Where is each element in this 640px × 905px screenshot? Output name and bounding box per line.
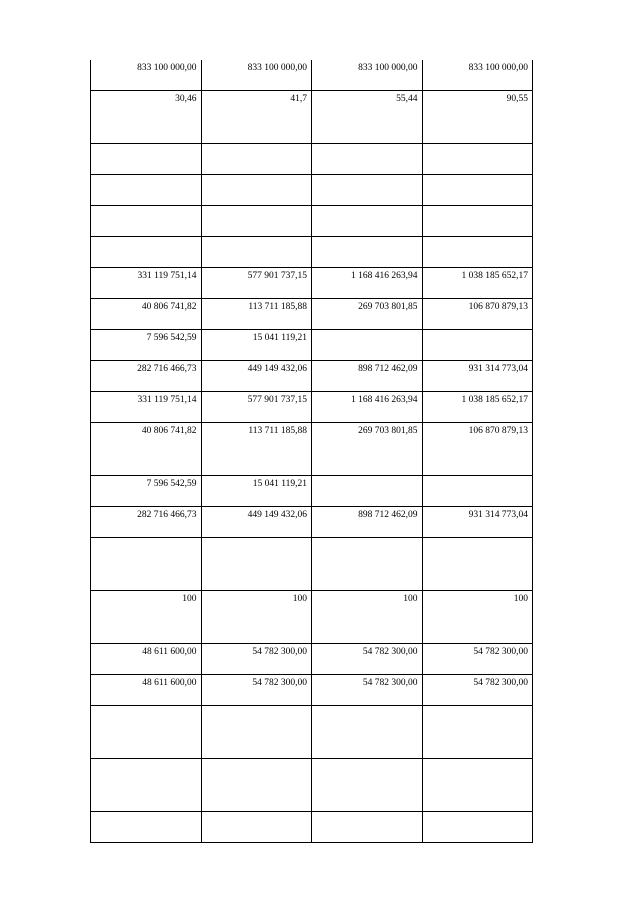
table-row [91, 60, 533, 91]
table-cell [201, 237, 312, 268]
table-cell: 41,7 [201, 91, 312, 144]
table-cell: 54 782 300,00 [312, 644, 423, 675]
table-cell [312, 812, 423, 843]
table-row [91, 299, 533, 330]
table-cell [201, 175, 312, 206]
table-cell [422, 144, 533, 175]
table-cell [422, 175, 533, 206]
table-cell: 54 782 300,00 [201, 644, 312, 675]
table-cell: 898 712 462,09 [312, 361, 423, 392]
table-cell [91, 706, 202, 759]
table-cell: 15 041 119,21 [201, 476, 312, 507]
table-cell: 100 [312, 591, 423, 644]
table-cell [422, 538, 533, 591]
table-cell: 30,46 [91, 91, 202, 144]
table-cell: 15 041 119,21 [201, 330, 312, 361]
table-cell: 7 596 542,59 [91, 330, 202, 361]
table-row [91, 706, 533, 759]
table-cell: 269 703 801,85 [312, 423, 423, 476]
table-cell: 833 100 000,00 [201, 60, 312, 91]
table-cell [91, 175, 202, 206]
table-cell [422, 476, 533, 507]
table-row [91, 644, 533, 675]
table-cell: 90,55 [422, 91, 533, 144]
table-row [91, 268, 533, 299]
table-cell: 100 [422, 591, 533, 644]
table-row [91, 91, 533, 144]
table-cell: 113 711 185,88 [201, 299, 312, 330]
table-cell [312, 706, 423, 759]
table-cell: 48 611 600,00 [91, 675, 202, 706]
table-row [91, 175, 533, 206]
table-cell [422, 206, 533, 237]
financial-table-container [90, 60, 532, 843]
table-cell: 577 901 737,15 [201, 392, 312, 423]
table-row [91, 361, 533, 392]
table-cell [422, 330, 533, 361]
table-row [91, 812, 533, 843]
table-cell: 449 149 432,06 [201, 361, 312, 392]
table-cell: 282 716 466,73 [91, 361, 202, 392]
table-cell [91, 206, 202, 237]
table-cell: 48 611 600,00 [91, 644, 202, 675]
table-row [91, 476, 533, 507]
table-row [91, 759, 533, 812]
table-cell: 1 168 416 263,94 [312, 392, 423, 423]
table-cell [312, 144, 423, 175]
table-row [91, 423, 533, 476]
table-cell [312, 206, 423, 237]
table-cell [91, 759, 202, 812]
table-cell [422, 812, 533, 843]
table-cell: 331 119 751,14 [91, 392, 202, 423]
table-cell [201, 538, 312, 591]
financial-table [90, 60, 533, 843]
table-row [91, 206, 533, 237]
table-cell [201, 144, 312, 175]
table-cell [91, 812, 202, 843]
table-row [91, 392, 533, 423]
table-cell [201, 706, 312, 759]
table-cell: 331 119 751,14 [91, 268, 202, 299]
table-row [91, 237, 533, 268]
table-row [91, 675, 533, 706]
table-cell: 100 [201, 591, 312, 644]
table-cell: 54 782 300,00 [422, 675, 533, 706]
table-cell: 106 870 879,13 [422, 299, 533, 330]
table-cell: 54 782 300,00 [422, 644, 533, 675]
table-cell: 113 711 185,88 [201, 423, 312, 476]
table-cell: 1 168 416 263,94 [312, 268, 423, 299]
table-cell [312, 330, 423, 361]
table-cell: 54 782 300,00 [201, 675, 312, 706]
table-cell: 833 100 000,00 [312, 60, 423, 91]
table-cell: 931 314 773,04 [422, 361, 533, 392]
table-cell [201, 206, 312, 237]
table-cell: 100 [91, 591, 202, 644]
table-row [91, 538, 533, 591]
table-cell [422, 237, 533, 268]
table-cell [91, 237, 202, 268]
table-row [91, 591, 533, 644]
table-cell: 7 596 542,59 [91, 476, 202, 507]
table-cell: 1 038 185 652,17 [422, 392, 533, 423]
table-cell: 40 806 741,82 [91, 423, 202, 476]
table-cell: 449 149 432,06 [201, 507, 312, 538]
table-row [91, 507, 533, 538]
table-cell: 106 870 879,13 [422, 423, 533, 476]
table-cell [422, 759, 533, 812]
table-row [91, 330, 533, 361]
table-cell [201, 759, 312, 812]
table-cell [312, 237, 423, 268]
table-cell: 40 806 741,82 [91, 299, 202, 330]
table-cell: 931 314 773,04 [422, 507, 533, 538]
table-cell: 833 100 000,00 [422, 60, 533, 91]
table-cell: 833 100 000,00 [91, 60, 202, 91]
financial-table-body [91, 60, 533, 843]
table-row [91, 144, 533, 175]
table-cell: 269 703 801,85 [312, 299, 423, 330]
table-cell [312, 476, 423, 507]
table-cell: 577 901 737,15 [201, 268, 312, 299]
table-cell [422, 706, 533, 759]
table-cell: 55,44 [312, 91, 423, 144]
table-cell [312, 759, 423, 812]
table-cell: 898 712 462,09 [312, 507, 423, 538]
table-cell [91, 538, 202, 591]
table-cell [312, 538, 423, 591]
table-cell [91, 144, 202, 175]
table-cell: 54 782 300,00 [312, 675, 423, 706]
table-cell: 282 716 466,73 [91, 507, 202, 538]
table-cell [201, 812, 312, 843]
table-cell: 1 038 185 652,17 [422, 268, 533, 299]
table-cell [312, 175, 423, 206]
